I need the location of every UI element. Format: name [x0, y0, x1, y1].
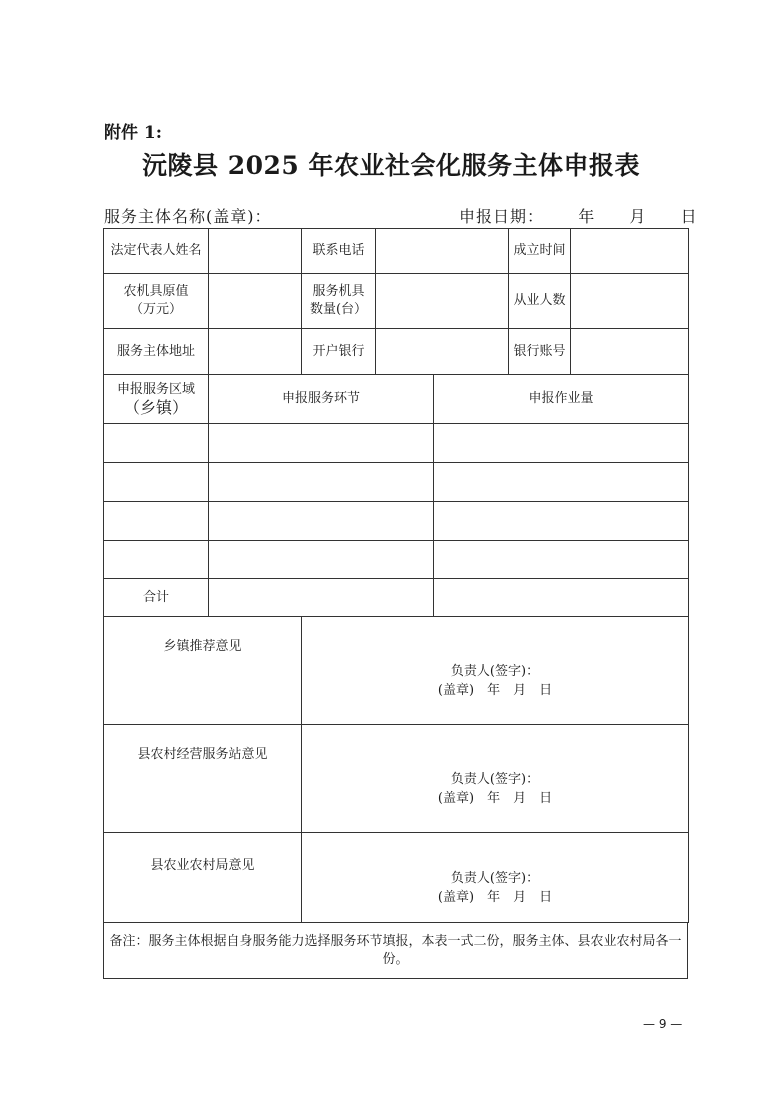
link-cell[interactable] — [209, 541, 434, 579]
township-opinion-label — [104, 617, 302, 725]
report-date-label: 申报日期： — [459, 207, 545, 226]
bureau-opinion-label — [104, 833, 302, 923]
account-label: 银行账号 — [509, 329, 571, 375]
phone-field[interactable] — [376, 229, 509, 274]
table-row — [104, 274, 689, 329]
report-date — [459, 204, 698, 227]
total-link-cell[interactable] — [209, 579, 434, 617]
employees-label: 从业人数 — [509, 274, 571, 329]
bank-field[interactable] — [376, 329, 509, 375]
link-cell[interactable] — [209, 424, 434, 463]
machinery-value-field[interactable] — [209, 274, 302, 329]
address-label: 服务主体地址 — [104, 329, 209, 375]
note-row — [104, 923, 688, 979]
township-opinion-field[interactable] — [302, 617, 689, 725]
report-date-day: 日 — [680, 207, 698, 226]
basic-info-table — [103, 228, 689, 375]
bank-label: 开户银行 — [302, 329, 376, 375]
table-header-row — [104, 375, 689, 424]
established-label: 成立时间 — [509, 229, 571, 274]
page-number: — 9 — — [643, 1017, 683, 1031]
region-header — [104, 375, 209, 424]
employees-field[interactable] — [571, 274, 689, 329]
phone-label: 联系电话 — [302, 229, 376, 274]
opinion-row — [104, 617, 689, 725]
region-cell[interactable] — [104, 541, 209, 579]
link-cell[interactable] — [209, 463, 434, 502]
link-header: 申报服务环节 — [209, 375, 434, 424]
service-table — [103, 374, 689, 617]
legal-rep-field[interactable] — [209, 229, 302, 274]
table-row — [104, 502, 689, 541]
note-table — [103, 922, 688, 979]
region-cell[interactable] — [104, 424, 209, 463]
total-volume-cell[interactable] — [434, 579, 689, 617]
station-opinion-label-text: 县农村经营服务站意见 — [137, 746, 268, 762]
attachment-label: 附件 1: — [104, 123, 163, 143]
region-header-line2: （乡镇） — [123, 398, 188, 417]
machinery-count-field[interactable] — [376, 274, 509, 329]
volume-header: 申报作业量 — [434, 375, 689, 424]
table-row — [104, 541, 689, 579]
machinery-count-label-line1: 服务机具 — [312, 284, 365, 299]
machinery-count-label-line2: 数量(台） — [309, 302, 368, 317]
total-label: 合计 — [104, 579, 209, 617]
legal-rep-label: 法定代表人姓名 — [104, 229, 209, 274]
volume-cell[interactable] — [434, 502, 689, 541]
volume-cell[interactable] — [434, 424, 689, 463]
station-opinion-label — [104, 725, 302, 833]
volume-cell[interactable] — [434, 463, 689, 502]
opinion-row — [104, 725, 689, 833]
signer-label: 负责人(签字)： — [450, 870, 540, 886]
table-row — [104, 229, 689, 274]
stamp-date-label: (盖章) 年 月 日 — [437, 889, 553, 905]
account-field[interactable] — [571, 329, 689, 375]
report-date-month: 月 — [629, 207, 647, 226]
bureau-opinion-label-text: 县农业农村局意见 — [150, 857, 255, 873]
table-row — [104, 463, 689, 502]
volume-cell[interactable] — [434, 541, 689, 579]
region-cell[interactable] — [104, 463, 209, 502]
machinery-value-label — [104, 274, 209, 329]
bureau-opinion-field[interactable] — [302, 833, 689, 923]
established-field[interactable] — [571, 229, 689, 274]
signer-label: 负责人(签字)： — [450, 771, 540, 787]
machinery-value-label-line1: 农机具原值 — [123, 284, 189, 299]
station-opinion-field[interactable] — [302, 725, 689, 833]
link-cell[interactable] — [209, 502, 434, 541]
region-cell[interactable] — [104, 502, 209, 541]
opinions-table — [103, 616, 689, 923]
opinion-row — [104, 833, 689, 923]
machinery-count-label — [302, 274, 376, 329]
stamp-date-label: (盖章) 年 月 日 — [437, 682, 553, 698]
form-title: 沅陵县 2025 年农业社会化服务主体申报表 — [142, 151, 640, 180]
address-field[interactable] — [209, 329, 302, 375]
region-header-line1: 申报服务区域 — [116, 382, 195, 397]
entity-name-label: 服务主体名称(盖章)： — [104, 207, 272, 226]
table-row — [104, 424, 689, 463]
report-date-year: 年 — [578, 207, 596, 226]
township-opinion-label-text: 乡镇推荐意见 — [163, 638, 242, 654]
total-row — [104, 579, 689, 617]
machinery-value-label-line2: （万元） — [129, 302, 182, 317]
stamp-date-label: (盖章) 年 月 日 — [437, 790, 553, 806]
table-row — [104, 329, 689, 375]
note-text: 备注：服务主体根据自身服务能力选择服务环节填报，本表一式二份，服务主体、县农业农村局各一份。 — [104, 923, 688, 979]
signer-label: 负责人(签字)： — [450, 663, 540, 679]
